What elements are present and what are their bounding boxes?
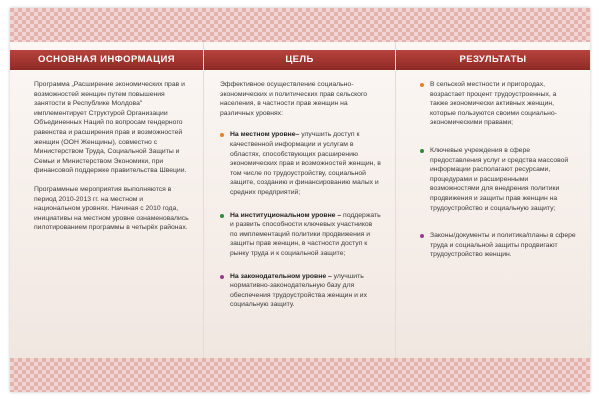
- header-main-info: ОСНОВНАЯ ИНФОРМАЦИЯ: [10, 50, 203, 70]
- panel-main-info: [10, 42, 203, 358]
- goal-item-text: улучшить доступ к качественной информации и услугам в областях, способствующих расширению экономических прав и возможностей женщин, в том числе по трудоустройству, социальной защите, созданию и финансированию малых и средних предприятий;: [230, 131, 381, 196]
- green-bullet-icon: [220, 214, 224, 218]
- result-item-rural: [420, 80, 576, 128]
- goal-item-lead: На местном уровне–: [230, 131, 300, 139]
- goal-item-lead: На законодательном уровне –: [230, 272, 332, 280]
- goal-item-lead: На институциональном уровне –: [230, 211, 342, 219]
- goal-intro: Эффективное осуществление социально-экономических и политических прав сельского населения, в частности прав женщин на различных уровнях:: [220, 81, 368, 117]
- main-info-paragraph: Программа „Расширение экономических прав и возможностей женщин путем повышения занятости в Республике Молдова" имплементирует Структурой Организации Объединенных Наций по вопросам гендерного равенства и расширения прав и возможностей женщин (ООН Женщины), совместно с Министерством Труда, Социальной Защиты и Семьи и Министерством Экономики, при финансовой поддержке правительства Швеции.: [34, 81, 187, 175]
- bottom-ornament-band: [10, 358, 590, 392]
- results-body: [396, 70, 590, 260]
- goal-item-text: улучшить нормативно-законодательную базу для обеспечения трудоустройства женщин и их социальную защиту.: [230, 272, 368, 309]
- main-info-body: [10, 70, 203, 233]
- orange-bullet-icon: [220, 133, 224, 137]
- goal-body: [204, 70, 395, 310]
- goal-item-legislative: [220, 272, 381, 310]
- goal-item-text: поддержать и развить способности ключевых участников по имплементаций политики продвижения и защиты прав женщин, в частности доступ к рынку труда и к социальной защите;: [230, 211, 381, 257]
- result-item-text: В сельской местности и пригородах, возрастает процент трудоустроенных, а также экономически активных женщин, которые пользуются своими социально-экономическими правами;: [430, 81, 557, 127]
- panel-results: [396, 42, 590, 358]
- header-results: РЕЗУЛЬТАТЫ: [396, 50, 590, 70]
- result-item-text: Ключевые учреждения в сфере предоставления услуг и средства массовой информации располагают ресурсами, процедурами и расширенными возможностями для внедрения политики продвижения и защиты прав женщин на трудоустройство и социальную защиту;: [430, 146, 569, 212]
- result-item-laws: [420, 231, 576, 260]
- result-item-text: Законы/документы и политика/планы в сфере труда и социальной защиты продвигают трудоустройство женщин.: [430, 232, 576, 259]
- goal-item-local: [220, 130, 381, 197]
- brochure: [10, 8, 590, 392]
- purple-bullet-icon: [220, 275, 224, 279]
- orange-bullet-icon: [420, 83, 424, 87]
- top-ornament-band: [10, 8, 590, 42]
- green-bullet-icon: [420, 149, 424, 153]
- panel-goal: [203, 42, 396, 358]
- header-goal: ЦЕЛЬ: [204, 50, 395, 70]
- main-info-paragraph: Программные мероприятия выполняются в период 2010-2013 гг. на местном и национальном уровнях. Начиная с 2010 года, инициативы на местном уровне ознаменовались пилотированием программы в четырёх районах.: [34, 185, 189, 232]
- purple-bullet-icon: [420, 234, 424, 238]
- goal-item-institutional: [220, 211, 381, 259]
- result-item-institutions: [420, 146, 576, 213]
